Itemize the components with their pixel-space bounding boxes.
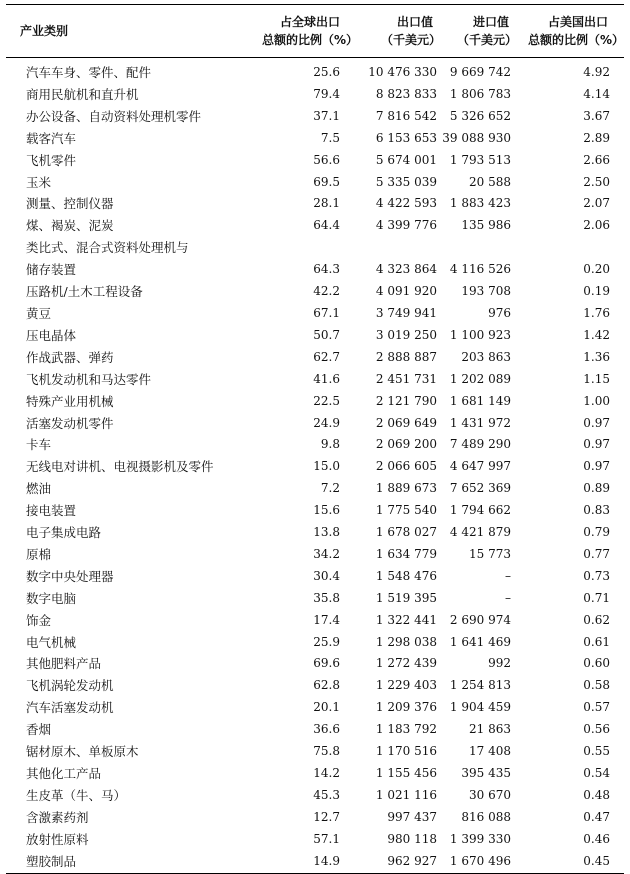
table-row bbox=[6, 456, 624, 478]
industry-cell: 卡车 bbox=[26, 437, 52, 453]
global-share-cell: 57.1 bbox=[313, 831, 340, 846]
table-row bbox=[6, 588, 624, 610]
table-row bbox=[6, 763, 624, 785]
global-share-cell: 36.6 bbox=[313, 722, 340, 737]
export-value-cell: 3 019 250 bbox=[375, 327, 437, 342]
industry-cell: 载客汽车 bbox=[26, 130, 77, 146]
table-row bbox=[6, 106, 624, 128]
table-row bbox=[6, 741, 624, 763]
industry-cell: 特殊产业用机械 bbox=[26, 393, 114, 409]
industry-cell: 办公设备、自动资料处理机零件 bbox=[26, 108, 202, 124]
industry-cell: 飞机零件 bbox=[26, 152, 77, 168]
table-row bbox=[6, 325, 624, 347]
export-value-cell: 1 155 456 bbox=[375, 766, 437, 780]
table-row bbox=[6, 413, 624, 435]
global-share-cell: 9.8 bbox=[320, 437, 340, 452]
global-share-cell: 50.7 bbox=[313, 327, 340, 342]
table-row bbox=[6, 434, 624, 456]
export-value-cell: 4 323 864 bbox=[375, 262, 437, 277]
industry-cell: 玉米 bbox=[26, 174, 52, 190]
industry-cell: 锯材原木、单板原木 bbox=[26, 744, 139, 760]
export-value-cell: 4 399 776 bbox=[375, 218, 437, 233]
table-row bbox=[6, 237, 624, 259]
import-value-cell bbox=[441, 237, 517, 259]
trade-table bbox=[6, 4, 624, 874]
global-share-cell: 12.7 bbox=[313, 809, 340, 824]
table-row bbox=[6, 807, 624, 829]
global-share-cell: 30.4 bbox=[313, 568, 340, 583]
export-value-cell: 7 816 542 bbox=[375, 108, 437, 123]
import-value-cell: 1 399 330 bbox=[449, 831, 511, 846]
import-value-cell: 1 904 459 bbox=[449, 700, 511, 715]
global-share-cell: 35.8 bbox=[313, 590, 340, 605]
global-share-cell: 64.4 bbox=[313, 218, 340, 233]
export-value-cell: 6 153 653 bbox=[375, 130, 437, 145]
industry-cell: 其他肥料产品 bbox=[26, 656, 102, 672]
industry-cell: 塑胶制品 bbox=[6, 851, 238, 873]
us-share-cell: 2.50 bbox=[583, 174, 610, 189]
export-value-cell: 5 335 039 bbox=[375, 174, 437, 189]
industry-cell: 饰金 bbox=[26, 612, 52, 628]
industry-cell: 飞机涡轮发动机 bbox=[26, 678, 114, 694]
global-share-cell: 7.5 bbox=[320, 130, 340, 145]
industry-cell: 汽车车身、零件、配件 bbox=[26, 65, 152, 80]
export-value-cell: 4 091 920 bbox=[375, 284, 437, 299]
export-value-cell: 1 170 516 bbox=[375, 744, 437, 759]
us-share-cell: 0.48 bbox=[583, 787, 610, 802]
global-share-cell: 17.4 bbox=[313, 612, 340, 627]
global-share-cell: 7.2 bbox=[320, 481, 340, 496]
import-value-cell: 1 100 923 bbox=[449, 327, 511, 342]
import-value-cell: 4 647 997 bbox=[449, 459, 511, 474]
us-share-cell: 0.97 bbox=[583, 415, 610, 430]
us-share-cell: 1.00 bbox=[583, 393, 610, 408]
us-share-cell: 0.97 bbox=[583, 437, 610, 452]
us-share-cell: 0.61 bbox=[583, 634, 610, 649]
us-share-cell: 0.58 bbox=[583, 678, 610, 693]
export-value-cell: 5 674 001 bbox=[375, 152, 437, 167]
import-value-cell: – bbox=[505, 568, 511, 583]
table-header-row bbox=[6, 5, 624, 58]
table-row bbox=[6, 391, 624, 413]
export-value-cell: 8 823 833 bbox=[375, 86, 437, 101]
global-share-cell: 62.7 bbox=[313, 349, 340, 364]
import-value-cell: 5 326 652 bbox=[449, 108, 511, 123]
us-share-cell: 2.07 bbox=[583, 196, 610, 211]
header-global-share: 占全球出口 总额的比例（%） bbox=[238, 5, 358, 58]
global-share-cell: 14.9 bbox=[238, 851, 358, 873]
import-value-cell: 15 773 bbox=[469, 546, 511, 561]
export-value-cell: 1 678 027 bbox=[375, 525, 437, 540]
export-value-cell: 1 519 395 bbox=[375, 590, 437, 605]
industry-cell: 黄豆 bbox=[26, 305, 52, 321]
export-value-cell: 2 066 605 bbox=[375, 459, 437, 474]
import-value-cell: – bbox=[505, 590, 511, 605]
us-share-cell: 3.67 bbox=[583, 108, 610, 123]
industry-cell: 商用民航机和直升机 bbox=[26, 86, 139, 102]
import-value-cell: 203 863 bbox=[461, 349, 511, 364]
export-value-cell: 10 476 330 bbox=[368, 65, 437, 79]
table-row bbox=[6, 675, 624, 697]
import-value-cell: 992 bbox=[488, 656, 511, 671]
import-value-cell: 30 670 bbox=[469, 787, 511, 802]
us-share-cell: 1.36 bbox=[583, 349, 610, 364]
export-value-cell: 1 272 439 bbox=[375, 656, 437, 671]
industry-cell: 香烟 bbox=[26, 722, 52, 738]
industry-cell: 飞机发动机和马达零件 bbox=[26, 371, 152, 387]
us-share-cell: 0.20 bbox=[583, 262, 610, 277]
import-value-cell: 1 806 783 bbox=[449, 86, 511, 101]
table-row bbox=[6, 303, 624, 325]
us-share-cell: 1.15 bbox=[583, 371, 610, 386]
global-share-cell: 56.6 bbox=[313, 152, 340, 167]
global-share-cell: 24.9 bbox=[313, 415, 340, 430]
us-share-cell: 0.56 bbox=[583, 722, 610, 737]
industry-cell: 无线电对讲机、电视摄影机及零件 bbox=[26, 459, 214, 475]
us-share-cell: 0.97 bbox=[583, 459, 610, 474]
industry-cell: 接电装置 bbox=[26, 503, 77, 519]
table-row bbox=[6, 829, 624, 851]
global-share-cell: 37.1 bbox=[313, 108, 340, 123]
import-value-cell: 1 793 513 bbox=[449, 152, 511, 167]
table-row bbox=[6, 347, 624, 369]
import-value-cell: 21 863 bbox=[469, 722, 511, 737]
table-row bbox=[6, 281, 624, 303]
export-value-cell: 1 775 540 bbox=[375, 503, 437, 518]
industry-cell: 电子集成电路 bbox=[26, 525, 102, 541]
table-row bbox=[6, 500, 624, 522]
table-row bbox=[6, 172, 624, 194]
us-share-cell: 0.46 bbox=[583, 831, 610, 846]
import-value-cell: 7 652 369 bbox=[449, 481, 511, 496]
us-share-cell: 2.06 bbox=[583, 218, 610, 233]
import-value-cell: 2 690 974 bbox=[449, 612, 511, 627]
industry-cell: 储存装置 bbox=[26, 262, 77, 278]
table-row bbox=[6, 653, 624, 675]
global-share-cell: 41.6 bbox=[313, 371, 340, 386]
us-share-cell: 0.45 bbox=[517, 851, 624, 873]
table-row bbox=[6, 150, 624, 172]
us-share-cell: 2.66 bbox=[583, 152, 610, 167]
table-row bbox=[6, 478, 624, 500]
us-share-cell: 2.89 bbox=[583, 130, 610, 145]
table-row bbox=[6, 84, 624, 106]
import-value-cell: 976 bbox=[488, 305, 511, 320]
header-industry: 产业类别 bbox=[6, 5, 238, 58]
table-row bbox=[6, 697, 624, 719]
import-value-cell: 39 088 930 bbox=[442, 130, 511, 145]
global-share-cell: 15.0 bbox=[313, 459, 340, 474]
global-share-cell: 69.6 bbox=[313, 656, 340, 671]
industry-cell: 原棉 bbox=[26, 546, 52, 562]
global-share-cell: 79.4 bbox=[313, 86, 340, 101]
export-value-cell: 1 548 476 bbox=[375, 568, 437, 583]
global-share-cell: 20.1 bbox=[313, 700, 340, 715]
industry-cell: 其他化工产品 bbox=[26, 766, 102, 781]
export-value-cell: 980 118 bbox=[387, 831, 437, 846]
global-share-cell: 13.8 bbox=[313, 525, 340, 540]
us-share-cell bbox=[517, 237, 624, 259]
industry-cell: 生皮革（牛、马） bbox=[26, 787, 127, 803]
industry-cell: 电气机械 bbox=[26, 634, 77, 650]
export-value-cell: 1 889 673 bbox=[375, 481, 437, 496]
table-row bbox=[6, 259, 624, 281]
us-share-cell: 0.55 bbox=[583, 744, 610, 759]
us-share-cell: 0.73 bbox=[583, 568, 610, 583]
industry-cell: 放射性原料 bbox=[26, 831, 89, 847]
export-value-cell: 1 183 792 bbox=[375, 722, 437, 737]
industry-cell: 数字电脑 bbox=[26, 590, 77, 606]
global-share-cell: 64.3 bbox=[313, 262, 340, 277]
import-value-cell: 17 408 bbox=[469, 744, 511, 759]
import-value-cell: 1 254 813 bbox=[449, 678, 511, 693]
us-share-cell: 1.42 bbox=[583, 327, 610, 342]
table-row bbox=[6, 369, 624, 391]
header-export-value: 出口值 （千美元） bbox=[358, 5, 441, 58]
global-share-cell: 22.5 bbox=[313, 393, 340, 408]
export-value-cell bbox=[358, 237, 441, 259]
global-share-cell: 69.5 bbox=[313, 174, 340, 189]
industry-cell: 活塞发动机零件 bbox=[26, 415, 114, 431]
us-share-cell: 1.76 bbox=[583, 305, 610, 320]
table-body bbox=[6, 58, 624, 874]
table-row bbox=[6, 215, 624, 237]
global-share-cell: 14.2 bbox=[313, 766, 340, 780]
import-value-cell: 1 670 496 bbox=[441, 851, 517, 873]
import-value-cell: 4 421 879 bbox=[449, 525, 511, 540]
export-value-cell: 2 121 790 bbox=[375, 393, 437, 408]
table-row bbox=[6, 632, 624, 654]
export-value-cell: 1 209 376 bbox=[375, 700, 437, 715]
header-import-value: 进口值 （千美元） bbox=[441, 5, 517, 58]
table-row bbox=[6, 719, 624, 741]
import-value-cell: 4 116 526 bbox=[449, 262, 511, 277]
global-share-cell: 67.1 bbox=[313, 305, 340, 320]
import-value-cell: 135 986 bbox=[461, 218, 511, 233]
industry-cell: 压路机/土木工程设备 bbox=[26, 284, 143, 300]
table-row bbox=[6, 522, 624, 544]
import-value-cell: 7 489 290 bbox=[449, 437, 511, 452]
import-value-cell: 1 431 972 bbox=[449, 415, 511, 430]
us-share-cell: 0.54 bbox=[583, 766, 610, 780]
export-value-cell: 1 021 116 bbox=[375, 787, 437, 802]
us-share-cell: 0.62 bbox=[583, 612, 610, 627]
us-share-cell: 0.77 bbox=[583, 546, 610, 561]
global-share-cell: 15.6 bbox=[313, 503, 340, 518]
import-value-cell: 9 669 742 bbox=[449, 65, 511, 79]
us-share-cell: 0.83 bbox=[583, 503, 610, 518]
industry-cell: 数字中央处理器 bbox=[26, 568, 114, 584]
us-share-cell: 0.89 bbox=[583, 481, 610, 496]
global-share-cell: 62.8 bbox=[313, 678, 340, 693]
import-value-cell: 1 883 423 bbox=[449, 196, 511, 211]
export-value-cell: 1 322 441 bbox=[375, 612, 437, 627]
global-share-cell: 42.2 bbox=[313, 284, 340, 299]
us-share-cell: 4.14 bbox=[583, 86, 610, 101]
table-row bbox=[6, 610, 624, 632]
export-value-cell: 2 888 887 bbox=[375, 349, 437, 364]
industry-cell: 作战武器、弹药 bbox=[26, 349, 114, 365]
industry-cell: 含激素药剂 bbox=[26, 809, 89, 825]
export-value-cell: 3 749 941 bbox=[375, 305, 437, 320]
us-share-cell: 0.57 bbox=[583, 700, 610, 715]
import-value-cell: 816 088 bbox=[461, 809, 511, 824]
import-value-cell: 1 202 089 bbox=[449, 371, 511, 386]
us-share-cell: 0.71 bbox=[583, 590, 610, 605]
import-value-cell: 20 588 bbox=[469, 174, 511, 189]
export-value-cell: 962 927 bbox=[358, 851, 441, 873]
import-value-cell: 395 435 bbox=[461, 766, 511, 780]
export-value-cell: 1 229 403 bbox=[375, 678, 437, 693]
export-value-cell: 997 437 bbox=[387, 809, 437, 824]
global-share-cell: 25.6 bbox=[313, 65, 340, 79]
global-share-cell bbox=[238, 237, 358, 259]
import-value-cell: 193 708 bbox=[461, 284, 511, 299]
import-value-cell: 1 794 662 bbox=[449, 503, 511, 518]
industry-cell: 类比式、混合式资料处理机与 bbox=[26, 240, 189, 256]
table-row bbox=[6, 566, 624, 588]
industry-cell: 燃油 bbox=[26, 481, 52, 497]
us-share-cell: 0.79 bbox=[583, 525, 610, 540]
export-value-cell: 2 069 649 bbox=[375, 415, 437, 430]
industry-cell: 压电晶体 bbox=[26, 327, 77, 343]
table-row bbox=[6, 128, 624, 150]
us-share-cell: 0.47 bbox=[583, 809, 610, 824]
export-value-cell: 2 451 731 bbox=[375, 371, 437, 386]
import-value-cell: 1 641 469 bbox=[449, 634, 511, 649]
header-us-share: 占美国出口 总额的比例（%） bbox=[517, 5, 624, 58]
export-value-cell: 1 634 779 bbox=[375, 546, 437, 561]
global-share-cell: 34.2 bbox=[313, 546, 340, 561]
export-value-cell: 1 298 038 bbox=[375, 634, 437, 649]
export-value-cell: 2 069 200 bbox=[375, 437, 437, 452]
us-share-cell: 0.19 bbox=[583, 284, 610, 299]
table-row bbox=[6, 193, 624, 215]
global-share-cell: 45.3 bbox=[313, 787, 340, 802]
global-share-cell: 75.8 bbox=[313, 744, 340, 759]
industry-cell: 煤、褐炭、泥炭 bbox=[26, 218, 114, 234]
global-share-cell: 25.9 bbox=[313, 634, 340, 649]
table-row bbox=[6, 851, 624, 873]
us-share-cell: 0.60 bbox=[583, 656, 610, 671]
table-row bbox=[6, 544, 624, 566]
export-value-cell: 4 422 593 bbox=[375, 196, 437, 211]
table-row bbox=[6, 58, 624, 84]
global-share-cell: 28.1 bbox=[313, 196, 340, 211]
table-row bbox=[6, 785, 624, 807]
industry-cell: 汽车活塞发动机 bbox=[26, 700, 114, 716]
import-value-cell: 1 681 149 bbox=[449, 393, 511, 408]
us-share-cell: 4.92 bbox=[583, 65, 610, 79]
industry-cell: 测量、控制仪器 bbox=[26, 196, 114, 212]
